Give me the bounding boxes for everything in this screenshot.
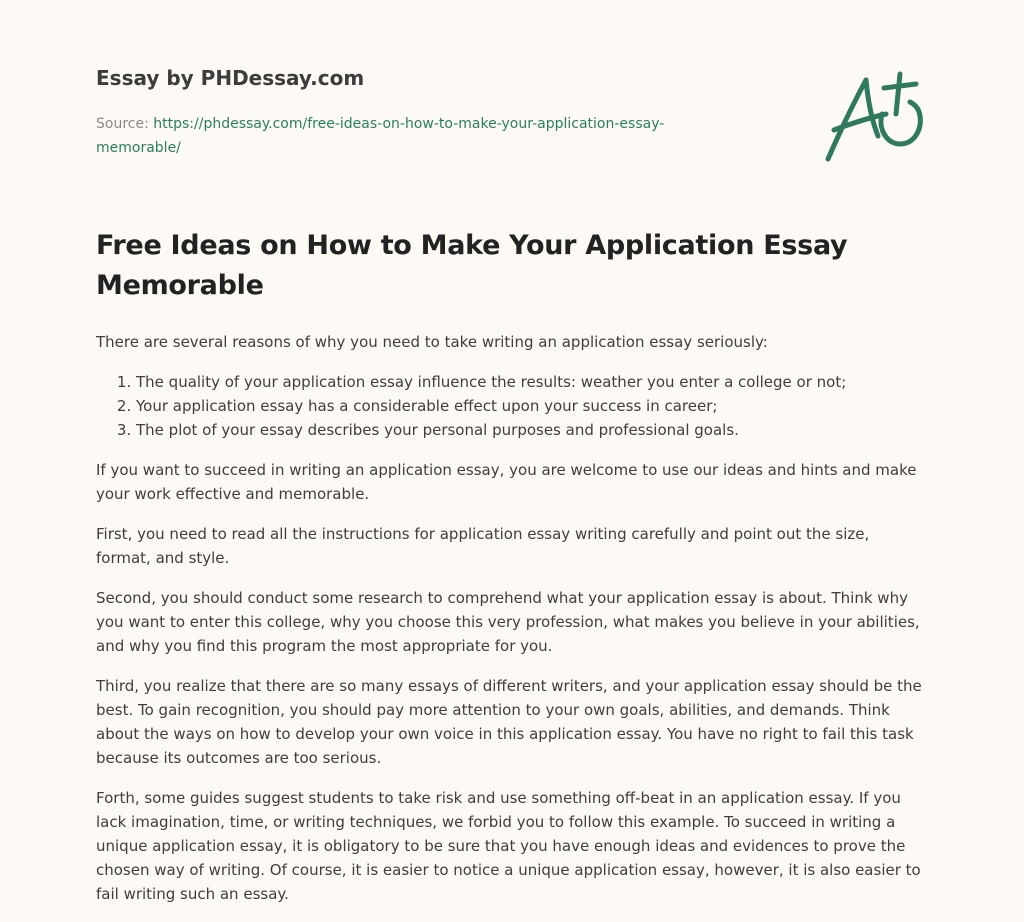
paragraph: Third, you realize that there are so many essays of different writers, and your application essay should be the best. To gain recognition, you should pay more attention to your own goals, abilities, and demands. Think about the ways on how to develop your own voice in this application essay. You have no right to fail this task because its outcomes are too serious. (96, 677, 922, 767)
article-title: Free Ideas on How to Make Your Application Essay Memorable (96, 230, 848, 301)
source-label: Source: (96, 116, 154, 132)
site-title: Essay by PHDessay.com (96, 66, 365, 90)
paragraph: If you want to succeed in writing an application essay, you are welcome to use our ideas and hints and make your work effective and memorable. (96, 461, 917, 503)
a-plus-logo-icon (820, 66, 930, 166)
paragraph: Forth, some guides suggest students to take risk and use something off-beat in an application essay. If you lack imagination, time, or writing techniques, we forbid you to follow this example. To succeed in writing a unique application essay, it is obligatory to be sure that you have enough ideas and evidences to prove the chosen way of writing. Of course, it is easier to notice a unique application essay, however, it is also easier to fail writing such an essay. (96, 789, 921, 903)
list-item: 1. The quality of your application essay influence the results: weather you enter a college or not; (136, 370, 926, 394)
source-line (96, 112, 746, 160)
source-link[interactable]: https://phdessay.com/free-ideas-on-how-to-make-your-application-essay-memorable/ (96, 116, 665, 156)
a-plus-logo-svg (820, 66, 930, 166)
list-item: 2. Your application essay has a considerable effect upon your success in career; (136, 394, 926, 418)
paragraph: Second, you should conduct some research to comprehend what your application essay is about. Think why you want to enter this college, why you choose this very profession, what makes you believe in your abilities, and why you find this program the most appropriate for you. (96, 589, 920, 655)
article-intro: There are several reasons of why you need to take writing an application essay seriously: (96, 333, 768, 351)
paragraph: First, you need to read all the instructions for application essay writing carefully and point out the size, format, and style. (96, 525, 870, 567)
page-header (96, 64, 746, 160)
list-item: 3. The plot of your essay describes your personal purposes and professional goals. (136, 418, 926, 442)
article (96, 226, 926, 922)
reasons-list (96, 370, 926, 442)
